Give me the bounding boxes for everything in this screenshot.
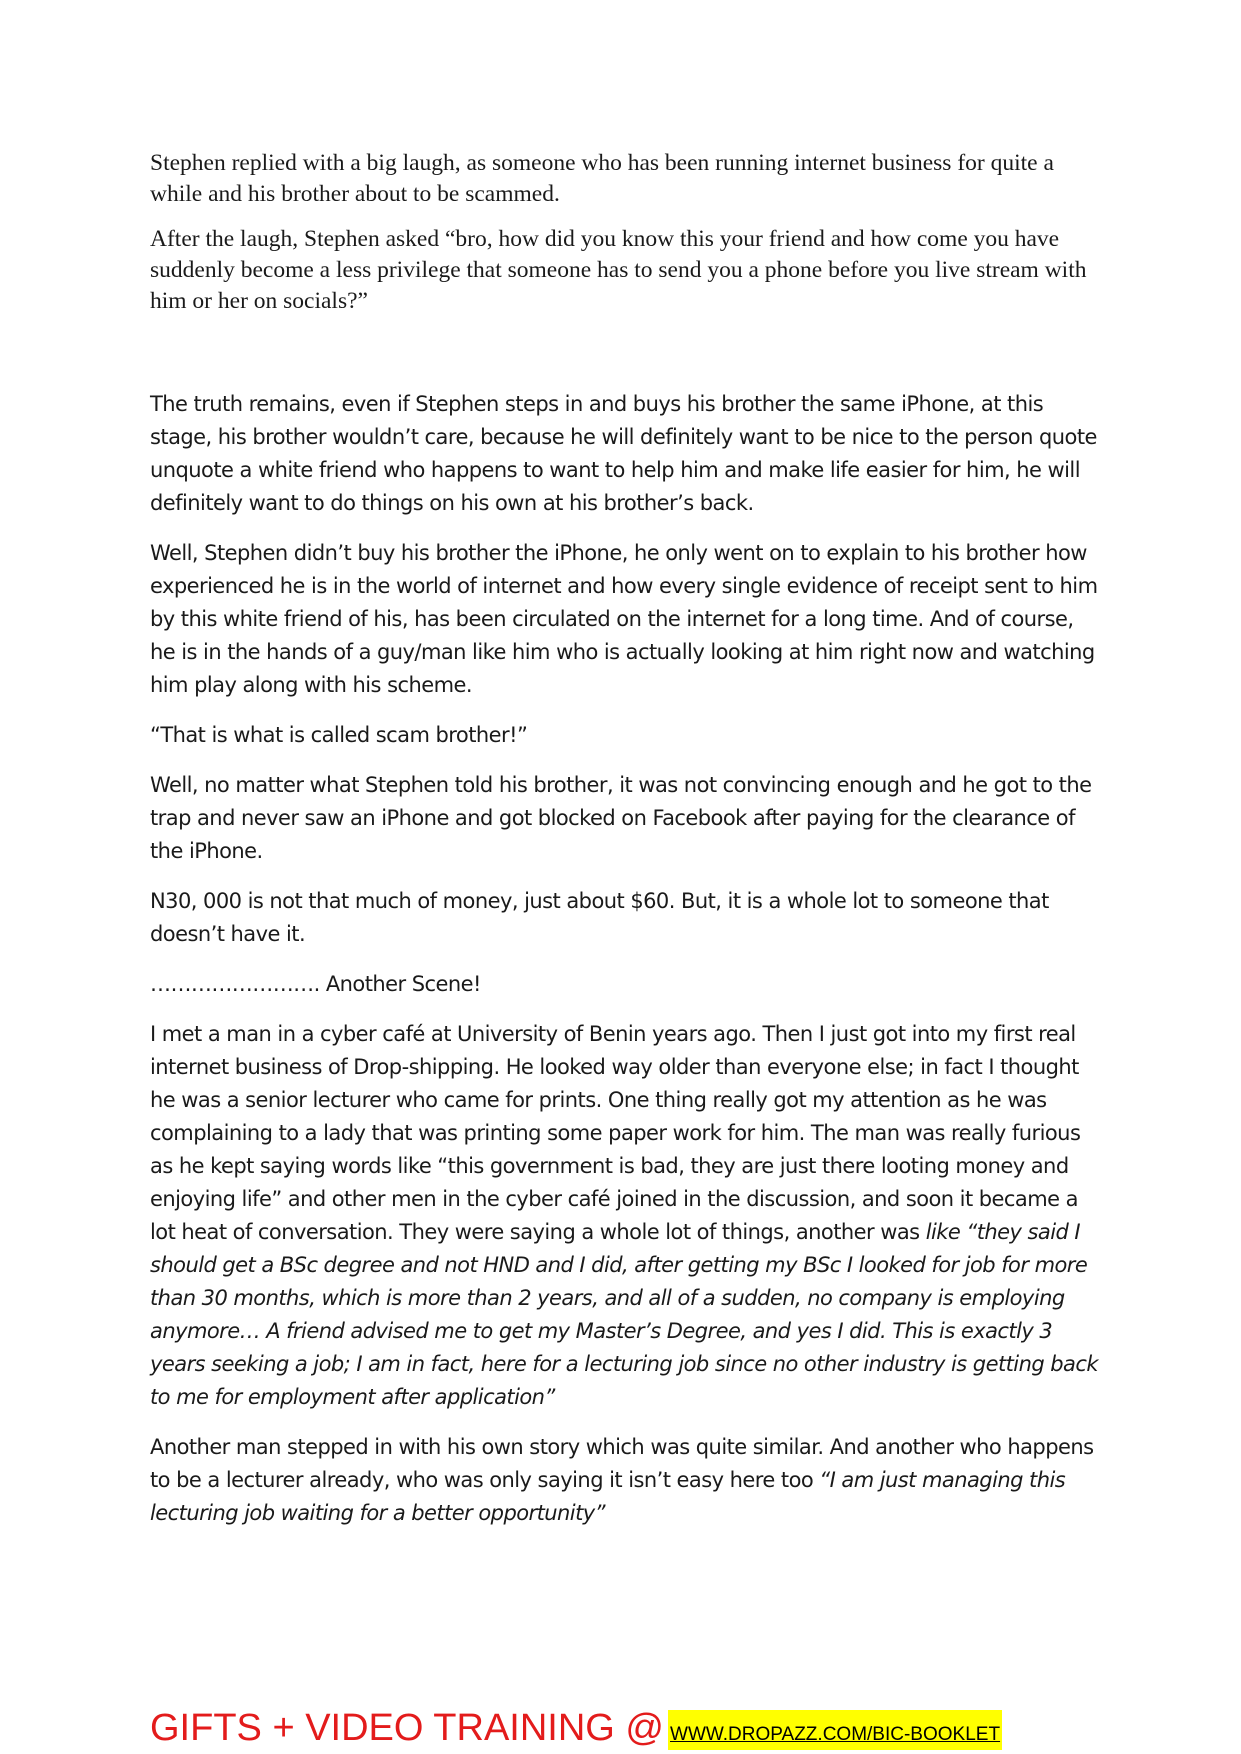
body-paragraph-2: Well, Stephen didn’t buy his brother the iPhone, he only went on to explain to his brother how experienced he is in the world of internet and how every single evidence of receipt sent to him by this white friend of his, has been circulated on the internet for a long time. And of course, he is in the hands of a guy/man like him who is actually looking at him right now and watching him play along with his scheme. bbox=[150, 541, 1098, 697]
intro-paragraph-1: Stephen replied with a big laugh, as someone who has been running internet business for quite a while and his brother about to be scammed. bbox=[150, 150, 1054, 207]
footer-promo bbox=[150, 1706, 1002, 1750]
intro-paragraph-2: After the laugh, Stephen asked “bro, how did you know this your friend and how come you have suddenly become a less privilege that someone has to send you a phone before you live stream with him or her on socials?” bbox=[150, 226, 1087, 314]
footer-promo-text: GIFTS + VIDEO TRAINING @ bbox=[150, 1707, 665, 1749]
body-paragraph-7-text: I met a man in a cyber café at University of Benin years ago. Then I just got into my first real internet business of Drop-shipping. He looked way older than everyone else; in fact I thought he was a senior lecturer who came for prints. One thing really got my attention as he was complaining to a lady that was printing some paper work for him. The man was really furious as he kept saying words like “this government is bad, they are just there looting money and enjoying life” and other men in the cyber café joined in the discussion, and soon it became a lot heat of conversation. They were saying a whole lot of things, another was bbox=[150, 1022, 1081, 1244]
body-paragraph-8-quote: “I am just managing this lecturing job waiting for a better opportunity” bbox=[150, 1468, 1066, 1525]
body-paragraph-3: “That is what is called scam brother!” bbox=[150, 723, 528, 747]
body-paragraph-4: Well, no matter what Stephen told his brother, it was not convincing enough and he got to the trap and never saw an iPhone and got blocked on Facebook after paying for the clearance of the iPhone. bbox=[150, 773, 1092, 863]
body-paragraph-7-quote: like “they said I should get a BSc degree and not HND and I did, after getting my BSc I looked for job for more than 30 months, which is more than 2 years, and all of a sudden, no company is employing anymore… A friend advised me to get my Master’s Degree, and yes I did. This is exactly 3 years seeking a job; I am in fact, here for a lecturing job since no other industry is getting back to me for employment after application” bbox=[150, 1220, 1098, 1409]
body-paragraph-1: The truth remains, even if Stephen steps in and buys his brother the same iPhone, at this stage, his brother wouldn’t care, because he will definitely want to be nice to the person quote unquote a white friend who happens to want to help him and make life easier for him, he will definitely want to do things on his own at his brother’s back. bbox=[150, 392, 1097, 515]
intro-section bbox=[150, 148, 1095, 331]
body-paragraph-7 bbox=[150, 1018, 1100, 1414]
main-body-section bbox=[150, 388, 1100, 1547]
body-paragraph-5: N30, 000 is not that much of money, just about $60. But, it is a whole lot to someone that doesn’t have it. bbox=[150, 889, 1049, 946]
scene-divider: ……………………. Another Scene! bbox=[150, 972, 481, 996]
body-paragraph-8 bbox=[150, 1431, 1100, 1530]
footer-booklet-link[interactable]: WWW.DROPAZZ.COM/BIC-BOOKLET bbox=[668, 1710, 1002, 1750]
body-paragraph-8-text: Another man stepped in with his own story which was quite similar. And another who happens to be a lecturer already, who was only saying it isn’t easy here too bbox=[150, 1435, 1094, 1492]
